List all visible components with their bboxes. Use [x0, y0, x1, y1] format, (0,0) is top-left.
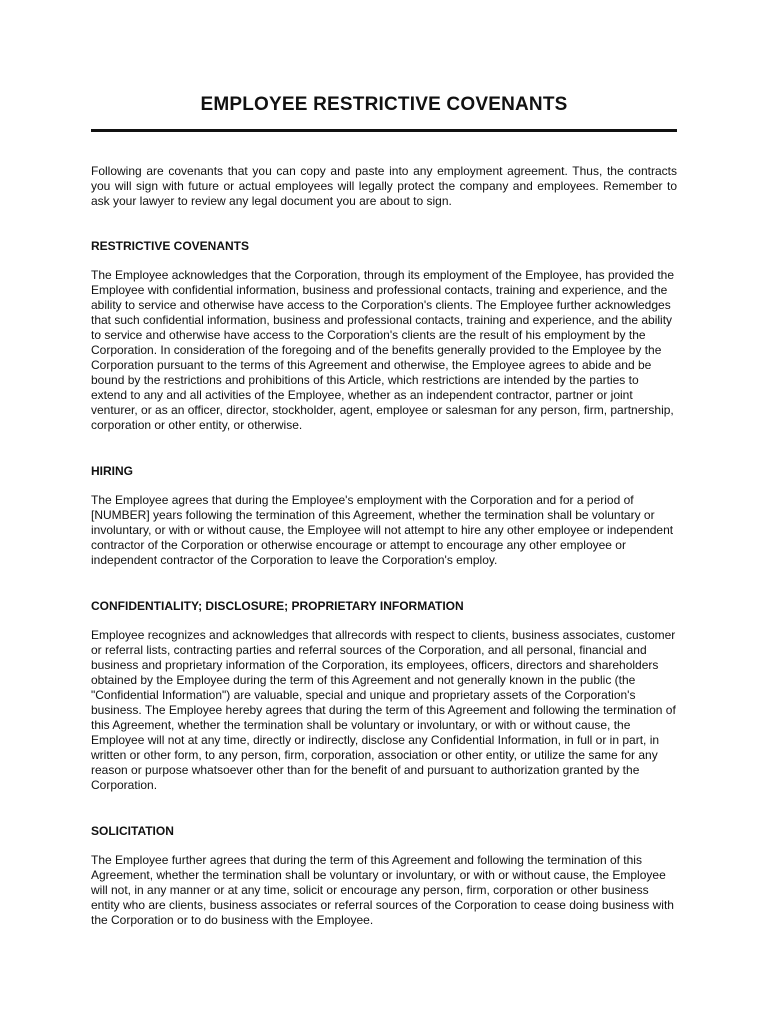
section-heading-solicitation: SOLICITATION	[91, 824, 174, 838]
section-body-restrictive-covenants: The Employee acknowledges that the Corporation, through its employment of the Employee, has provided the Employee with confidential information, business and professional contacts, training and experience, and the ability to service and otherwise have access to the Corporation's clients. The Employee further acknowledges that such confidential information, business and professional contacts, training and experience, and the ability to service and otherwise have access to the Corporation's clients are the result of his employment by the Corporation. In consideration of the foregoing and of the benefits generally provided to the Employee by the Corporation pursuant to the terms of this Agreement and otherwise, the Employee agrees to abide and be bound by the restrictions and prohibitions of this Article, which restrictions are intended by the parties to extend to any and all activities of the Employee, whether as an independent contractor, partner or joint venturer, or as an officer, director, stockholder, agent, employee or salesman for any person, firm, partnership, corporation or other entity, or otherwise.	[91, 268, 675, 432]
section-body-confidentiality: Employee recognizes and acknowledges that allrecords with respect to clients, business associates, customer or referral lists, contracting parties and referral sources of the Corporation, and all personal, financial and business and proprietary information of the Corporation, its employees, officers, directors and shareholders obtained by the Employee during the term of this Agreement and not generally known in the public (the "Confidential Information") are valuable, special and unique and proprietary assets of the Corporation's business. The Employee hereby agrees that during the term of this Agreement and following the termination of this Agreement, whether the termination shall be voluntary or involuntary, or with or without cause, the Employee will not at any time, directly or indirectly, disclose any Confidential Information, in full or in part, in written or other form, to any person, firm, corporation, association or other entity, or utilize the same for any reason or purpose whatsoever other than for the benefit of and pursuant to authorization granted by the Corporation.	[91, 628, 676, 792]
document-title: EMPLOYEE RESTRICTIVE COVENANTS	[200, 94, 568, 115]
intro-paragraph: Following are covenants that you can copy and paste into any employment agreement. Thus, the contracts you will sign with future or actual employees will legally protect the company and employees. Remember to ask your lawyer to review any legal document you are about to sign.	[91, 164, 677, 208]
section-body-hiring: The Employee agrees that during the Employee's employment with the Corporation and for a period of [NUMBER] years following the termination of this Agreement, whether the termination shall be voluntary or involuntary, or with or without cause, the Employee will not attempt to hire any other employee or independent contractor of the Corporation or otherwise encourage or attempt to encourage any other employee or independent contractor of the Corporation to leave the Corporation's employ.	[91, 493, 674, 567]
section-body-solicitation: The Employee further agrees that during the term of this Agreement and following the termination of this Agreement, whether the termination shall be voluntary or involuntary, or with or without cause, the Employee will not, in any manner or at any time, solicit or encourage any person, firm, corporation or other business entity who are clients, business associates or referral sources of the Corporation to cease doing business with the Corporation or to do business with the Employee.	[91, 853, 674, 927]
section-heading-confidentiality: CONFIDENTIALITY; DISCLOSURE; PROPRIETARY INFORMATION	[91, 599, 464, 613]
title-divider	[91, 129, 677, 132]
section-heading-hiring: HIRING	[91, 464, 133, 478]
section-heading-restrictive-covenants: RESTRICTIVE COVENANTS	[91, 239, 250, 253]
